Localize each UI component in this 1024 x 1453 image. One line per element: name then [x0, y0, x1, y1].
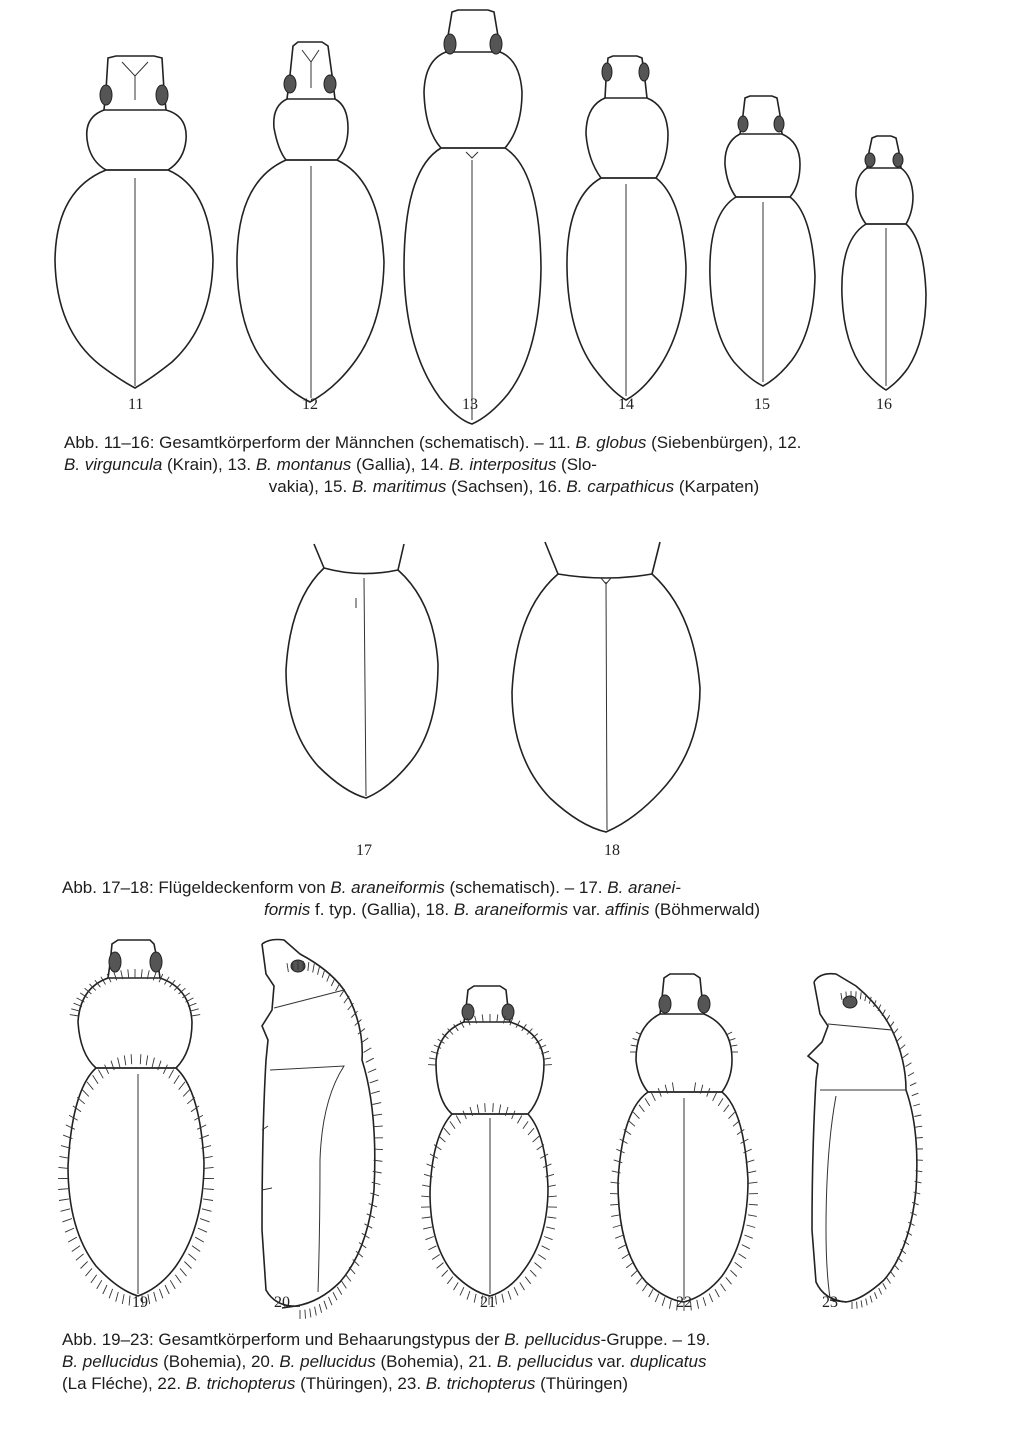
figure-number-15: 15 [754, 396, 770, 413]
species-name: B. montanus [255, 455, 352, 474]
species-name: B. virguncula [64, 455, 163, 474]
caption-19-23-line-1 [62, 1329, 962, 1351]
species-name: duplicatus [629, 1352, 707, 1371]
caption-11-16-line-1 [64, 432, 964, 454]
setae-hairs [421, 1103, 557, 1305]
caption-figures-11-16 [64, 432, 964, 498]
elytra-drawings-17-18 [0, 530, 1024, 870]
caption-text: var. [568, 900, 606, 919]
caption-17-18-line-1 [62, 877, 962, 899]
caption-text: Abb. 19–23: Gesamtkörperform und Behaarungstypus der [62, 1330, 505, 1349]
beetle-16-drawing [842, 136, 926, 390]
beetle-23-drawing [808, 974, 917, 1302]
setae-hairs [70, 969, 200, 1016]
beetle-drawings-11-16 [0, 0, 1024, 430]
caption-text: (Siebenbürgen), 12. [646, 433, 802, 452]
species-name: B. interpositus [448, 455, 557, 474]
beetle-21-drawing [430, 986, 548, 1296]
figure-number-17: 17 [356, 842, 372, 859]
figure-number-16: 16 [876, 396, 892, 413]
beetle-19-drawing [68, 940, 204, 1296]
beetle-12-drawing [237, 42, 384, 402]
figure-number-22: 22 [676, 1294, 692, 1311]
caption-19-23-line-2 [62, 1351, 962, 1373]
setae-hairs [727, 1032, 738, 1052]
caption-text: (schematisch). – 17. [444, 878, 608, 897]
setae-hairs [287, 961, 383, 1319]
caption-text: (Böhmerwald) [649, 900, 761, 919]
caption-text: (Bohemia), 21. [375, 1352, 497, 1371]
beetle-drawings-19-23 [0, 930, 1024, 1320]
figure-number-14: 14 [618, 396, 634, 413]
caption-11-16-line-2 [64, 454, 964, 476]
figure-number-18: 18 [604, 842, 620, 859]
figure-number-21: 21 [480, 1294, 496, 1311]
figure-number-13: 13 [462, 396, 478, 413]
caption-figures-19-23 [62, 1329, 962, 1395]
caption-text: (Karpaten) [674, 477, 760, 496]
figure-group-17-18 [0, 530, 1024, 870]
figure-number-12: 12 [302, 396, 318, 413]
beetle-13-drawing [404, 10, 541, 424]
caption-text: (Bohemia), 20. [158, 1352, 280, 1371]
caption-text: var. [593, 1352, 630, 1371]
species-name: B. globus [575, 433, 647, 452]
caption-text: f. typ. (Gallia), 18. [310, 900, 454, 919]
species-name: B. pellucidus [496, 1352, 594, 1371]
figure-number-11: 11 [128, 396, 144, 413]
caption-text: (Thüringen) [535, 1374, 629, 1393]
figure-number-20: 20 [274, 1294, 290, 1311]
caption-text: vakia), 15. [268, 477, 352, 496]
species-name: B. trichopterus [185, 1374, 296, 1393]
elytra-17-drawing [286, 544, 438, 798]
species-name: B. araneiformis [330, 878, 445, 897]
species-name: B. araneiformis [453, 900, 569, 919]
caption-text: (Krain), 13. [162, 455, 256, 474]
beetle-15-drawing [710, 96, 815, 386]
caption-text: (Slo- [556, 455, 597, 474]
beetle-11-drawing [55, 56, 213, 388]
species-name: B. pellucidus [279, 1352, 376, 1371]
caption-text: Abb. 17–18: Flügeldeckenform von [62, 878, 331, 897]
species-name: B. aranei- [607, 878, 681, 897]
caption-19-23-line-3 [62, 1373, 962, 1395]
beetle-14-drawing [567, 56, 686, 400]
caption-text: -Gruppe. – 19. [600, 1330, 711, 1349]
caption-text: (La Fléche), 22. [62, 1374, 186, 1393]
setae-hairs [841, 991, 923, 1309]
caption-text: (Thüringen), 23. [295, 1374, 426, 1393]
species-name: B. pellucidus [62, 1352, 159, 1371]
figure-number-23: 23 [822, 1294, 838, 1311]
species-name: B. carpathicus [566, 477, 675, 496]
caption-text: (Gallia), 14. [351, 455, 449, 474]
caption-text: Abb. 11–16: Gesamtkörperform der Männchen (schematisch). – 11. [64, 433, 576, 452]
caption-11-16-line-3 [64, 476, 964, 498]
species-name: formis [263, 900, 311, 919]
caption-text: (Sachsen), 16. [446, 477, 567, 496]
figure-number-19: 19 [132, 1294, 148, 1311]
figure-group-11-16 [0, 0, 1024, 430]
species-name: affinis [605, 900, 650, 919]
setae-hairs [428, 1014, 552, 1065]
elytra-18-drawing [512, 542, 700, 832]
caption-figures-17-18 [62, 877, 962, 921]
species-name: B. maritimus [351, 477, 447, 496]
species-name: B. trichopterus [425, 1374, 536, 1393]
beetle-22-drawing [618, 974, 748, 1302]
caption-17-18-line-2 [62, 899, 962, 921]
figure-group-19-23 [0, 930, 1024, 1320]
species-name: B. pellucidus [504, 1330, 601, 1349]
